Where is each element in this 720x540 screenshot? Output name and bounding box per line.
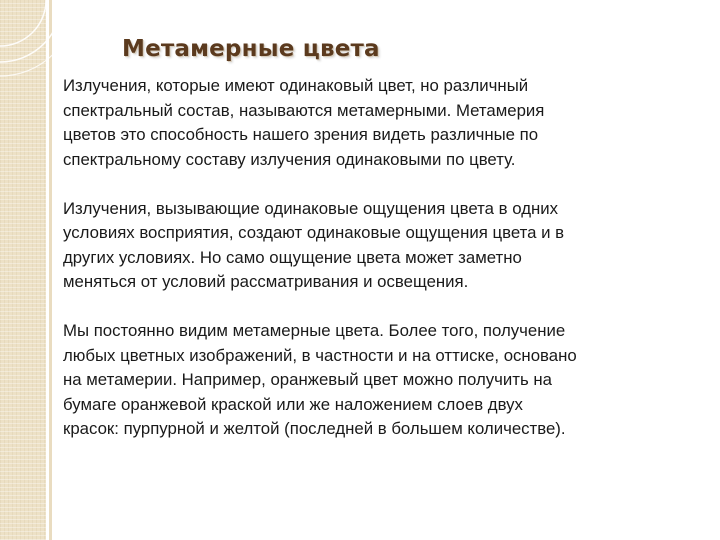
slide-body bbox=[63, 74, 703, 466]
slide-title: Метамерные цвета bbox=[122, 36, 380, 62]
paragraph-example: Мы постоянно видим метамерные цвета. Более того, получение любых цветных изображений, в частности и на оттиске, основано на метамерии. Например, оранжевый цвет можно получить на бумаге оранжевой краской или же наложением слоев двух красок: пурпурной и желтой (последней в большем количестве). bbox=[63, 321, 577, 438]
corner-arcs-ornament bbox=[0, 0, 82, 82]
paragraph-conditions: Излучения, вызывающие одинаковые ощущения цвета в одних условиях восприятия, создают одинаковые ощущения цвета и в других условиях. Но само ощущение цвета может заметно меняться от условий рассматривания и освещения. bbox=[63, 198, 565, 291]
paragraph-definition: Излучения, которые имеют одинаковый цвет, но различный спектральный состав, называются метамерными. Метамерия цветов это способность нашего зрения видеть различные по спектральному составу излучения одинаковыми по цвету. bbox=[63, 76, 545, 169]
